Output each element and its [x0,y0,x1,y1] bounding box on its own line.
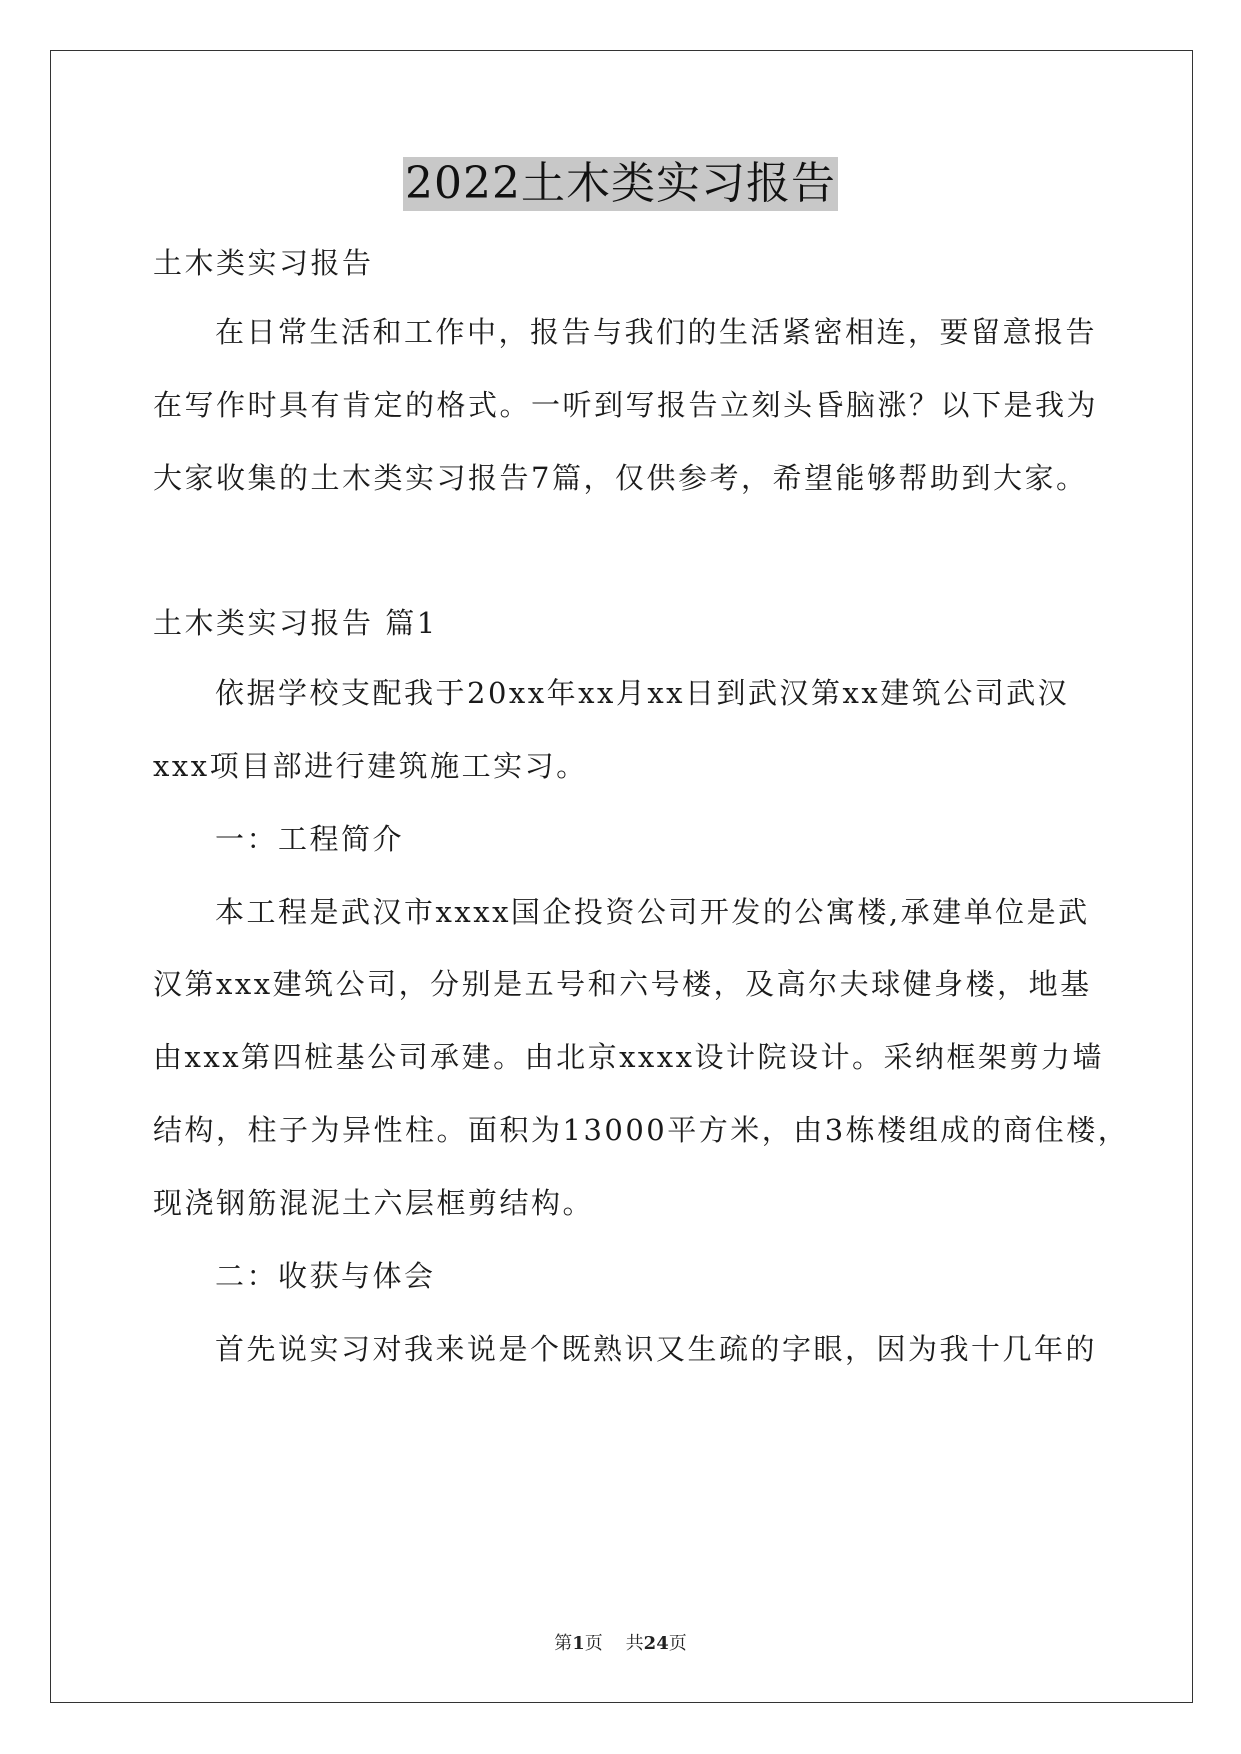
paragraph-line: 结构，柱子为异性柱。面积为13000平方米，由3栋楼组成的商住楼， [153,1113,1130,1147]
paragraph-line: 依据学校支配我于20xx年xx月xx日到武汉第xx建筑公司武汉 [215,676,1070,710]
paragraph-line: 汉第xxx建筑公司，分别是五号和六号楼，及高尔夫球健身楼，地基 [153,967,1092,1001]
footer-total-suffix: 页 [668,1633,687,1654]
paragraph-line: 在写作时具有肯定的格式。一听到写报告立刻头昏脑涨？以下是我为 [153,388,1099,422]
section-heading: 土木类实习报告 篇1 [153,606,438,640]
page-border [50,50,1193,1703]
paragraph-line: 由xxx第四桩基公司承建。由北京xxxx设计院设计。采纳框架剪力墙 [153,1040,1104,1074]
footer-total-prefix: 共 [625,1633,644,1654]
footer-page-number: 1 [572,1633,585,1654]
footer-page-prefix: 第 [554,1633,573,1654]
subsection-heading: 二：收获与体会 [215,1259,436,1293]
paragraph-line: 现浇钢筋混泥土六层框剪结构。 [153,1186,595,1220]
page-footer [0,1632,1241,1656]
footer-page-suffix: 页 [584,1633,603,1654]
subsection-heading: 一：工程简介 [215,822,405,856]
title-container [0,157,1241,211]
paragraph-line: 在日常生活和工作中，报告与我们的生活紧密相连，要留意报告 [215,315,1098,349]
paragraph-line: 大家收集的土木类实习报告7篇，仅供参考，希望能够帮助到大家。 [153,461,1088,495]
section-heading: 土木类实习报告 [153,246,374,280]
document-title: 2022土木类实习报告 [405,158,836,209]
paragraph-line: 本工程是武汉市xxxx国企投资公司开发的公寓楼,承建单位是武 [215,895,1090,929]
footer-total-pages: 24 [643,1633,669,1654]
paragraph-line: 首先说实习对我来说是个既熟识又生疏的字眼，因为我十几年的 [215,1332,1098,1366]
paragraph-line: xxx项目部进行建筑施工实习。 [153,749,588,783]
